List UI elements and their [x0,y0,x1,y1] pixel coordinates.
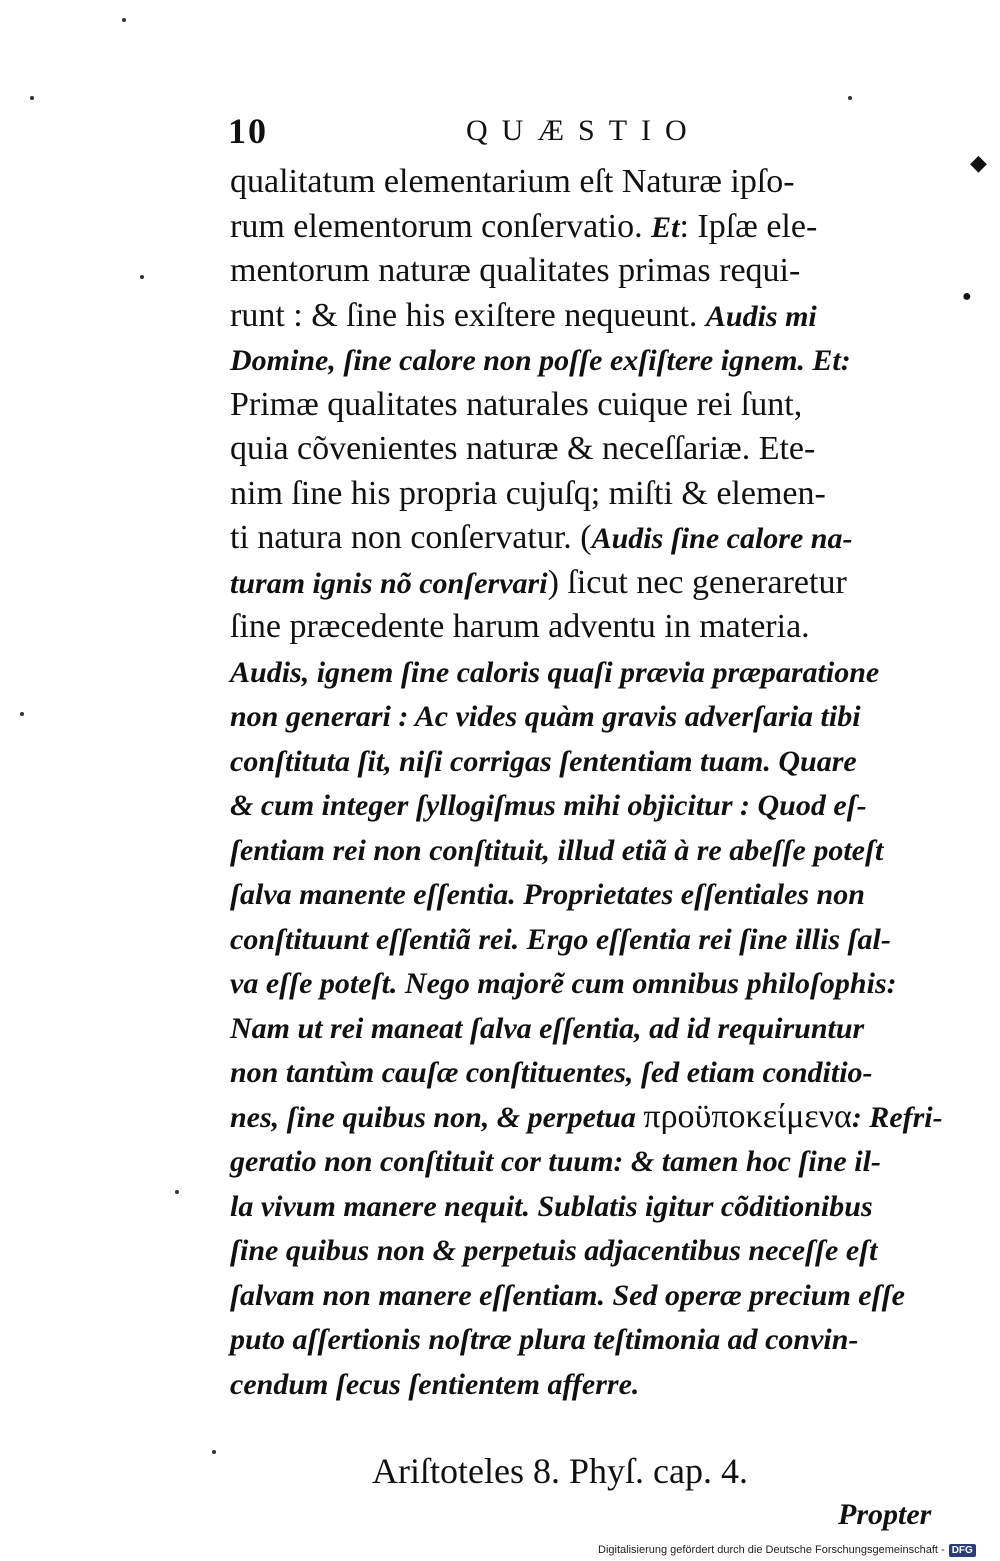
italic-segment: nes, ſine quibus non, & perpetua [230,1100,644,1134]
roman-segment: ) ſicut nec generaretur [547,563,847,601]
text-line [230,1273,958,1318]
margin-ornament-icon: ● [962,288,972,305]
ink-speck [212,1450,216,1454]
text-line [230,472,958,517]
text-line [230,249,958,294]
italic-segment: Audis, ignem ſine caloris quaſi prævia præparatione [230,655,880,689]
catchword: Propter [838,1498,932,1531]
italic-segment: Et [651,210,680,244]
text-line [230,650,958,695]
italic-segment: ſalvam non manere eſſentiam. Sed operæ precium eſſe [230,1278,905,1312]
italic-segment: la vivum manere nequit. Sublatis igitur cõditionibus [230,1189,873,1223]
roman-segment: rum elementorum conſervatio. [230,207,652,245]
ink-speck [848,96,852,100]
text-line [230,917,958,962]
running-head: QUÆSTIO [466,114,701,147]
italic-segment: turam ignis nõ conſervari [230,566,548,600]
roman-segment: Primæ qualitates naturales cuique rei ſunt, [230,385,803,423]
text-line [230,427,958,472]
digitization-footer [598,1541,976,1559]
italic-segment: cendum ſecus ſentientem afferre. [230,1367,640,1401]
ink-speck [175,1190,179,1194]
italic-segment: non generari : Ac vides quàm gravis adverſaria tibi [230,700,861,733]
italic-segment: : Refri- [851,1100,943,1134]
dfg-logo: DFG [949,1544,976,1557]
text-line [230,828,958,873]
roman-segment: nim ſine his propria cujuſq; miſti & elemen- [230,474,826,512]
italic-segment: Domine, ſine calore non poſſe exſiſtere ignem. Et: [230,344,851,377]
text-line [230,1095,958,1140]
roman-segment: runt : & ſine his exiſtere nequeunt. [230,296,706,334]
roman-segment: qualitatum elementarium eſt Naturæ ipſo- [230,163,795,200]
text-line [230,160,958,205]
text-line [230,205,958,250]
italic-segment: Audis mi [705,299,817,333]
italic-segment: va eſſe poteſt. Nego majorẽ cum omnibus philoſophis: [230,967,897,1000]
roman-segment: ti natura non conſervatur. ( [230,519,592,556]
ink-speck [140,275,144,279]
text-line [230,739,958,784]
roman-segment: προϋποκείμενα [643,1097,852,1135]
text-line [230,338,958,383]
text-line [230,1228,958,1273]
roman-segment: quia cõvenientes naturæ & neceſſariæ. Ete- [230,430,816,467]
text-line [230,383,958,428]
ink-speck [30,96,34,100]
text-line [230,961,958,1006]
ink-speck [20,712,24,716]
text-line [230,1184,958,1229]
italic-segment: Nam ut rei maneat ſalva eſſentia, ad id requiruntur [230,1011,865,1045]
text-line [230,1362,958,1407]
funding-credit: Digitalisierung gefördert durch die Deutsche Forschungsgemeinschaft - [598,1544,945,1556]
text-line [230,1050,958,1095]
page-header [228,110,768,160]
page-number: 10 [228,111,268,151]
text-line [230,1006,958,1051]
text-line [230,1139,958,1184]
body-text [230,160,958,1406]
italic-segment: & cum integer ſyllogiſmus mihi objicitur : Quod eſ- [230,789,867,822]
roman-segment: ſine præcedente harum adventu in materia. [230,608,810,645]
section-heading: Ariſtoteles 8. Phyſ. cap. 4. [372,1451,748,1491]
italic-segment: geratio non conſtituit cor tuum: & tamen hoc ſine il- [230,1145,881,1178]
roman-segment: mentorum naturæ qualitates primas requi- [230,252,801,289]
italic-segment: ſine quibus non & perpetuis adjacentibus neceſſe eſt [230,1234,878,1267]
italic-segment: conſtituunt eſſentiã rei. Ergo eſſentia rei ſine illis ſal- [230,922,891,956]
text-line [230,605,958,650]
italic-segment: puto aſſertionis noſtræ plura teſtimonia ad convin- [230,1323,859,1356]
text-line [230,561,958,606]
ink-speck [122,18,126,22]
text-line [230,1317,958,1362]
italic-segment: ſentiam rei non conſtituit, illud etiã à re abeſſe poteſt [230,833,884,867]
text-line [230,783,958,828]
text-line [230,516,958,561]
text-line [230,294,958,339]
margin-ornament-icon: ◆ [970,150,987,175]
roman-segment: : Ipſæ ele- [679,207,818,245]
text-line [230,872,958,917]
italic-segment: non tantùm cauſæ conſtituentes, ſed etiam conditio- [230,1056,873,1089]
italic-segment: Audis ſine calore na- [591,522,853,555]
italic-segment: conſtituta ſit, niſi corrigas ſententiam tuam. Quare [230,744,857,778]
text-line [230,694,958,739]
italic-segment: ſalva manente eſſentia. Proprietates eſſentiales non [230,878,865,911]
